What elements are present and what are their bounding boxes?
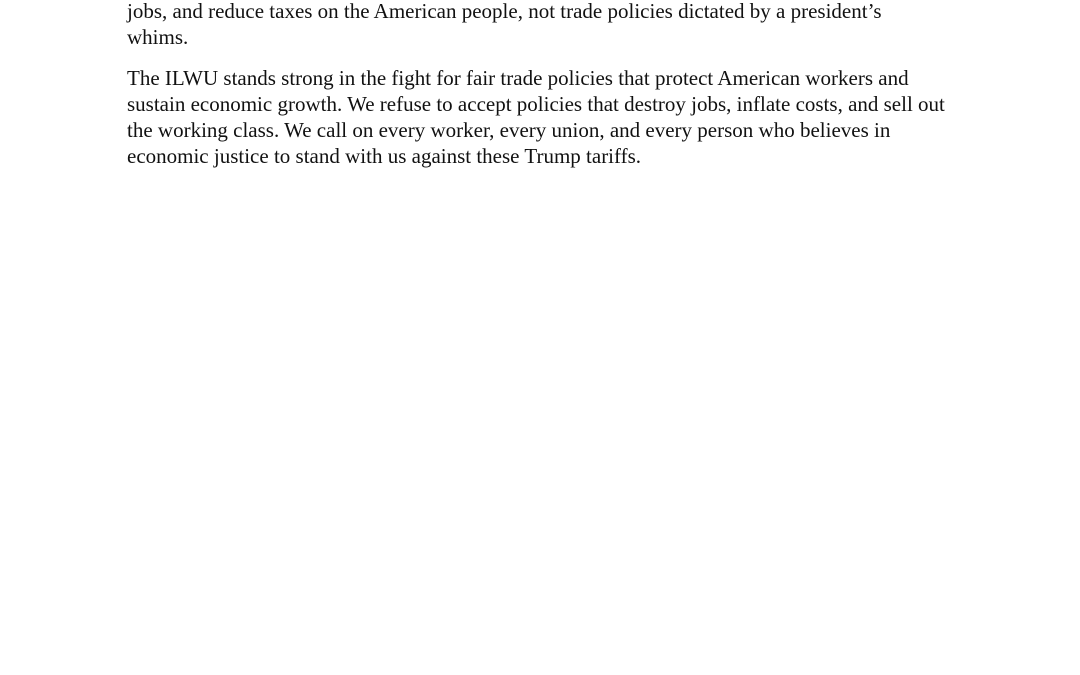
text-line: jobs, and reduce taxes on the American people, not trade policies dictated by a president’s [127, 0, 882, 23]
text-line: whims. [127, 25, 189, 50]
text-line: sustain economic growth. We refuse to accept policies that destroy jobs, inflate costs, and sell out [127, 91, 945, 116]
paragraph-ilwu-statement [127, 65, 967, 170]
paragraph-continuation [127, 0, 967, 51]
text-line: The ILWU stands strong in the fight for fair trade policies that protect American workers and [127, 65, 909, 90]
text-line: economic justice to stand with us against these Trump tariffs. [127, 144, 642, 169]
document-body [127, 0, 967, 170]
text-line: the working class. We call on every worker, every union, and every person who believes in [127, 118, 891, 143]
